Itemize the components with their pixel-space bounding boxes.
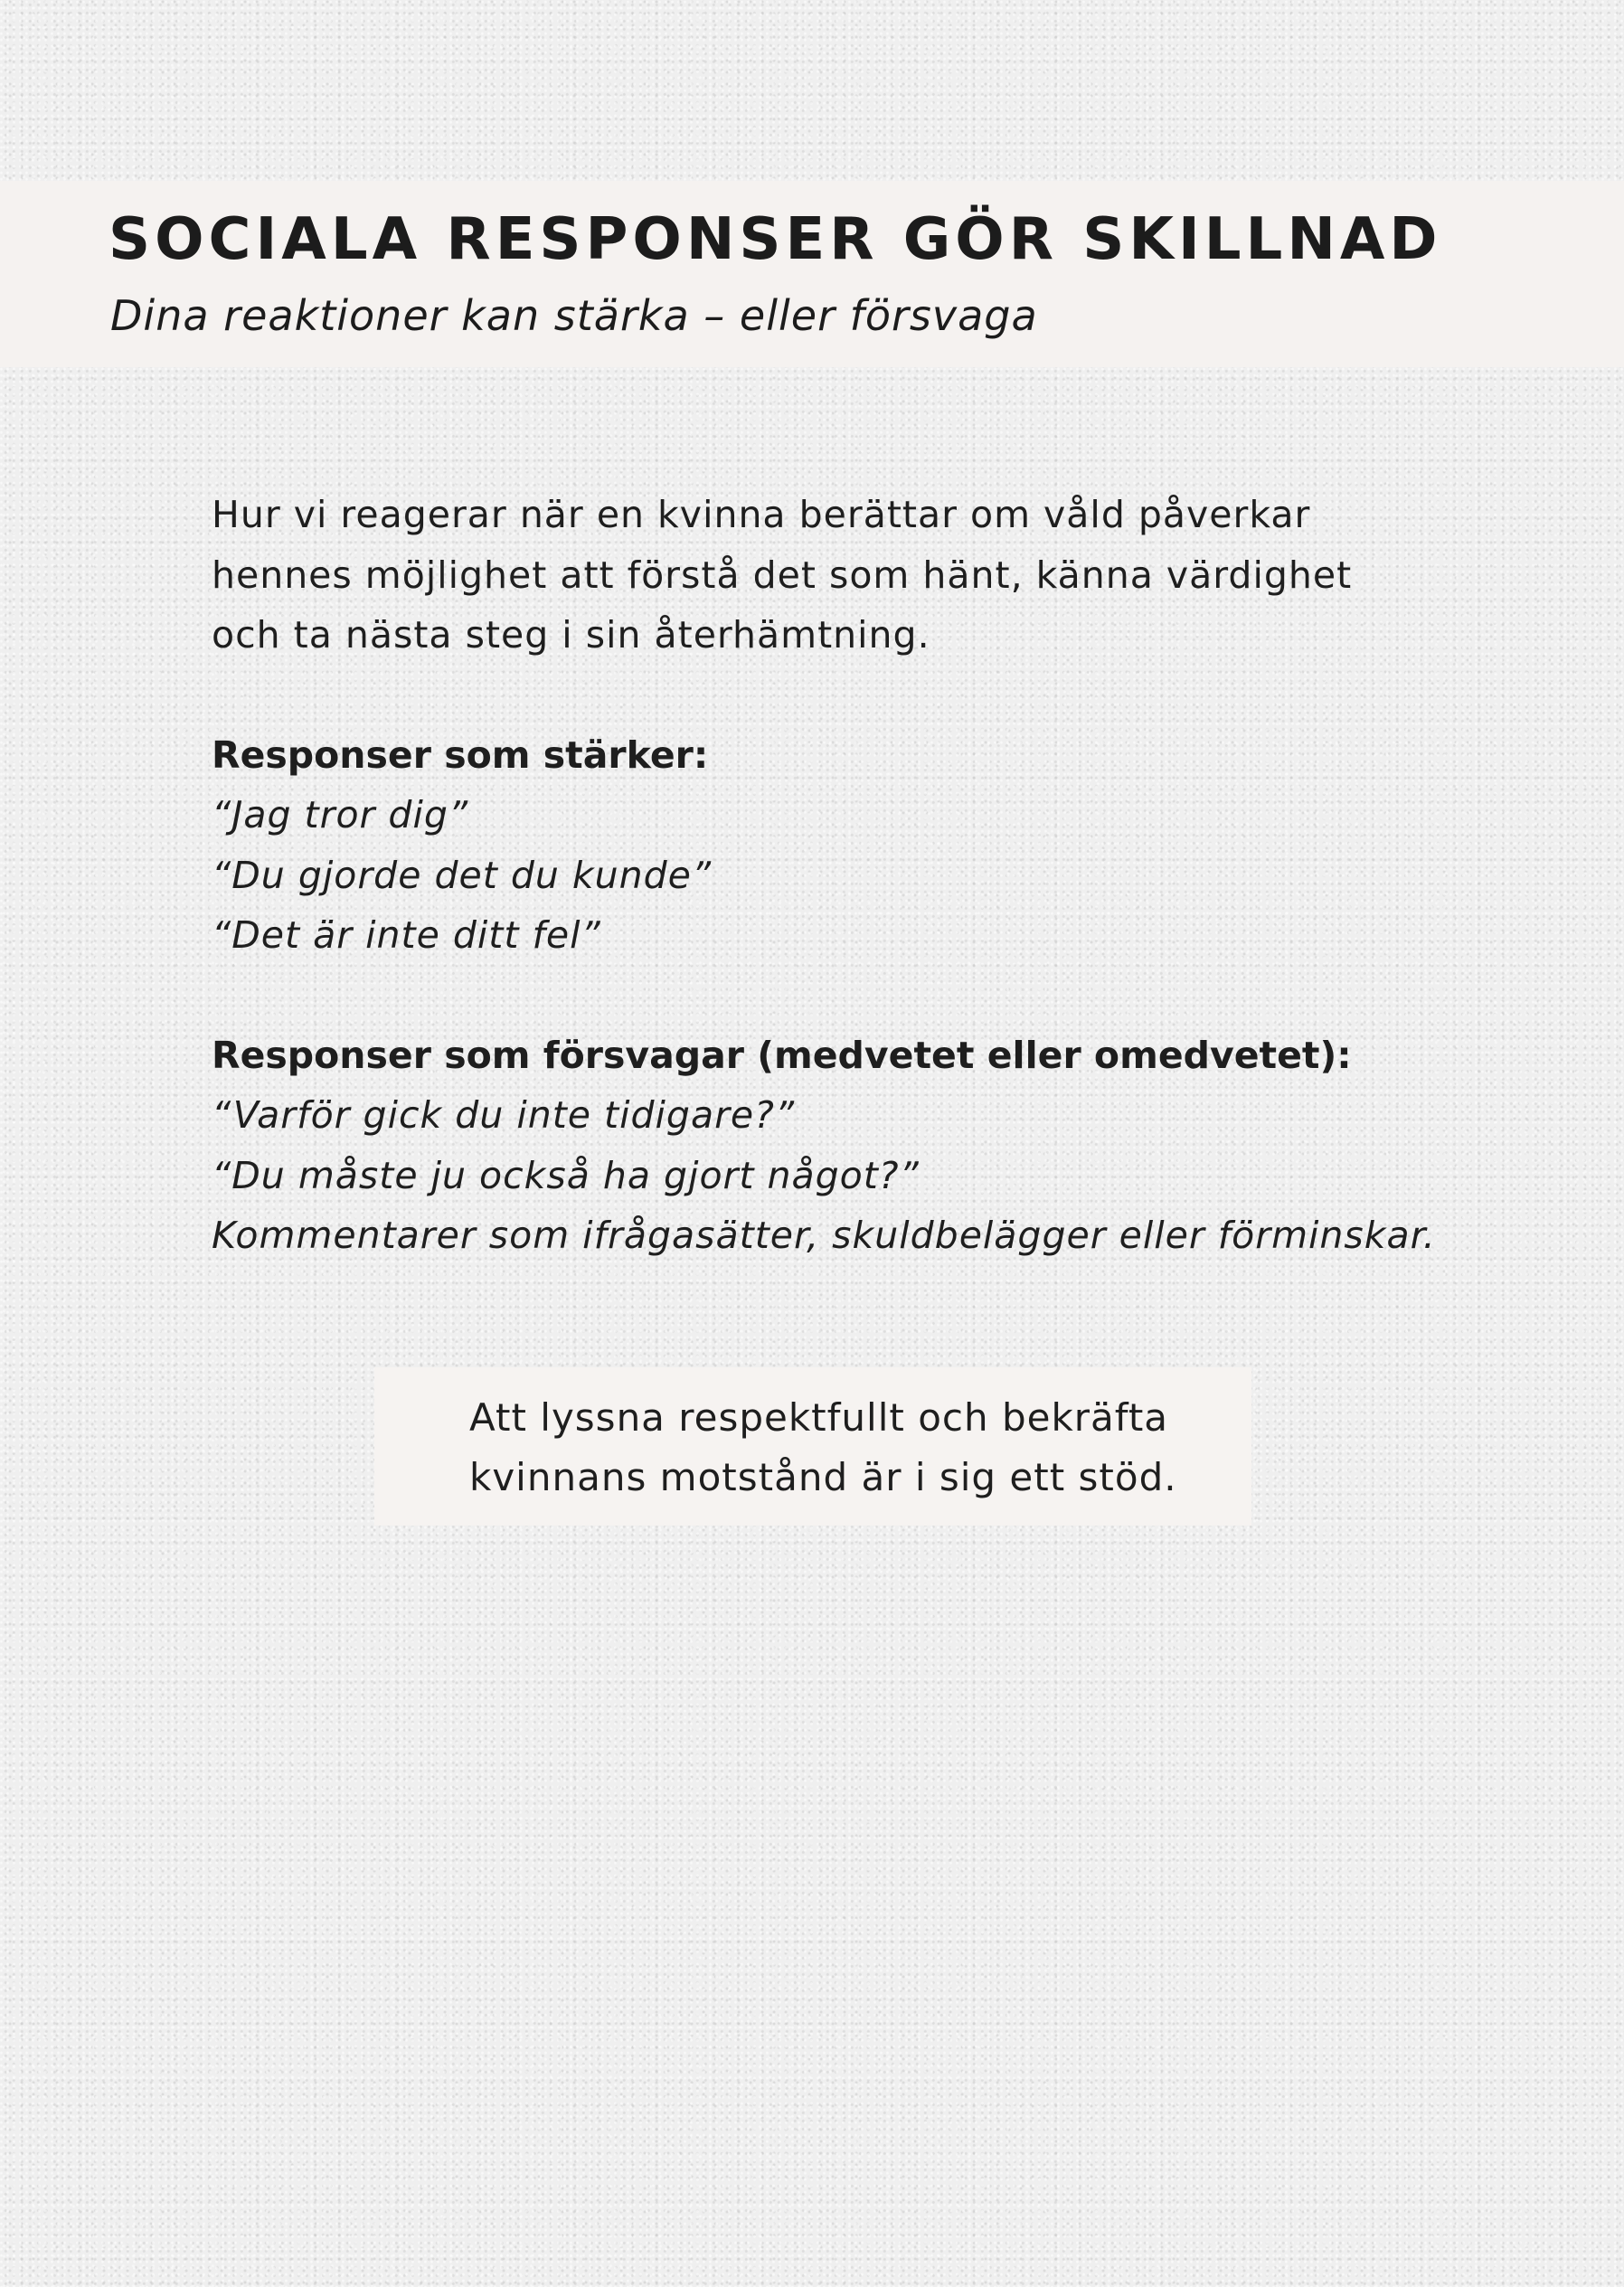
body-content [212,485,1478,1266]
callout-line: kvinnans motstånd är i sig ett stöd. [469,1455,1177,1499]
intro-line: Hur vi reagerar när en kvinna berättar om våld påverkar [212,493,1311,536]
intro-paragraph [212,485,1478,666]
strengthening-quote: “Det är inte ditt fel” [212,913,601,957]
strengthening-heading: Responser som stärker: [212,732,709,777]
callout-line: Att lyssna respektfullt och bekräfta [469,1395,1169,1440]
intro-line: hennes möjlighet att förstå det som hänt, känna värdighet [212,553,1353,597]
weakening-quote: “Varför gick du inte tidigare?” [212,1093,796,1137]
strengthening-quote: “Du gjorde det du kunde” [212,853,713,897]
strengthening-section [212,725,1478,966]
intro-line: och ta nästa steg i sin återhämtning. [212,613,930,657]
weakening-quote: “Du måste ju också ha gjort något?” [212,1153,920,1197]
weakening-quote: Kommentarer som ifrågasätter, skuldbelägger eller förminskar. [212,1214,1436,1257]
spacer [212,966,1478,1025]
spacer [212,666,1478,725]
weakening-heading: Responser som försvagar (medvetet eller omedvetet): [212,1033,1352,1077]
page-title: SOCIALA RESPONSER GÖR SKILLNAD [109,206,1442,273]
page-subtitle: Dina reaktioner kan stärka – eller försvaga [110,291,1038,340]
callout-text [469,1388,1177,1507]
strengthening-quote: “Jag tror dig” [212,793,469,836]
weakening-section [212,1025,1478,1266]
